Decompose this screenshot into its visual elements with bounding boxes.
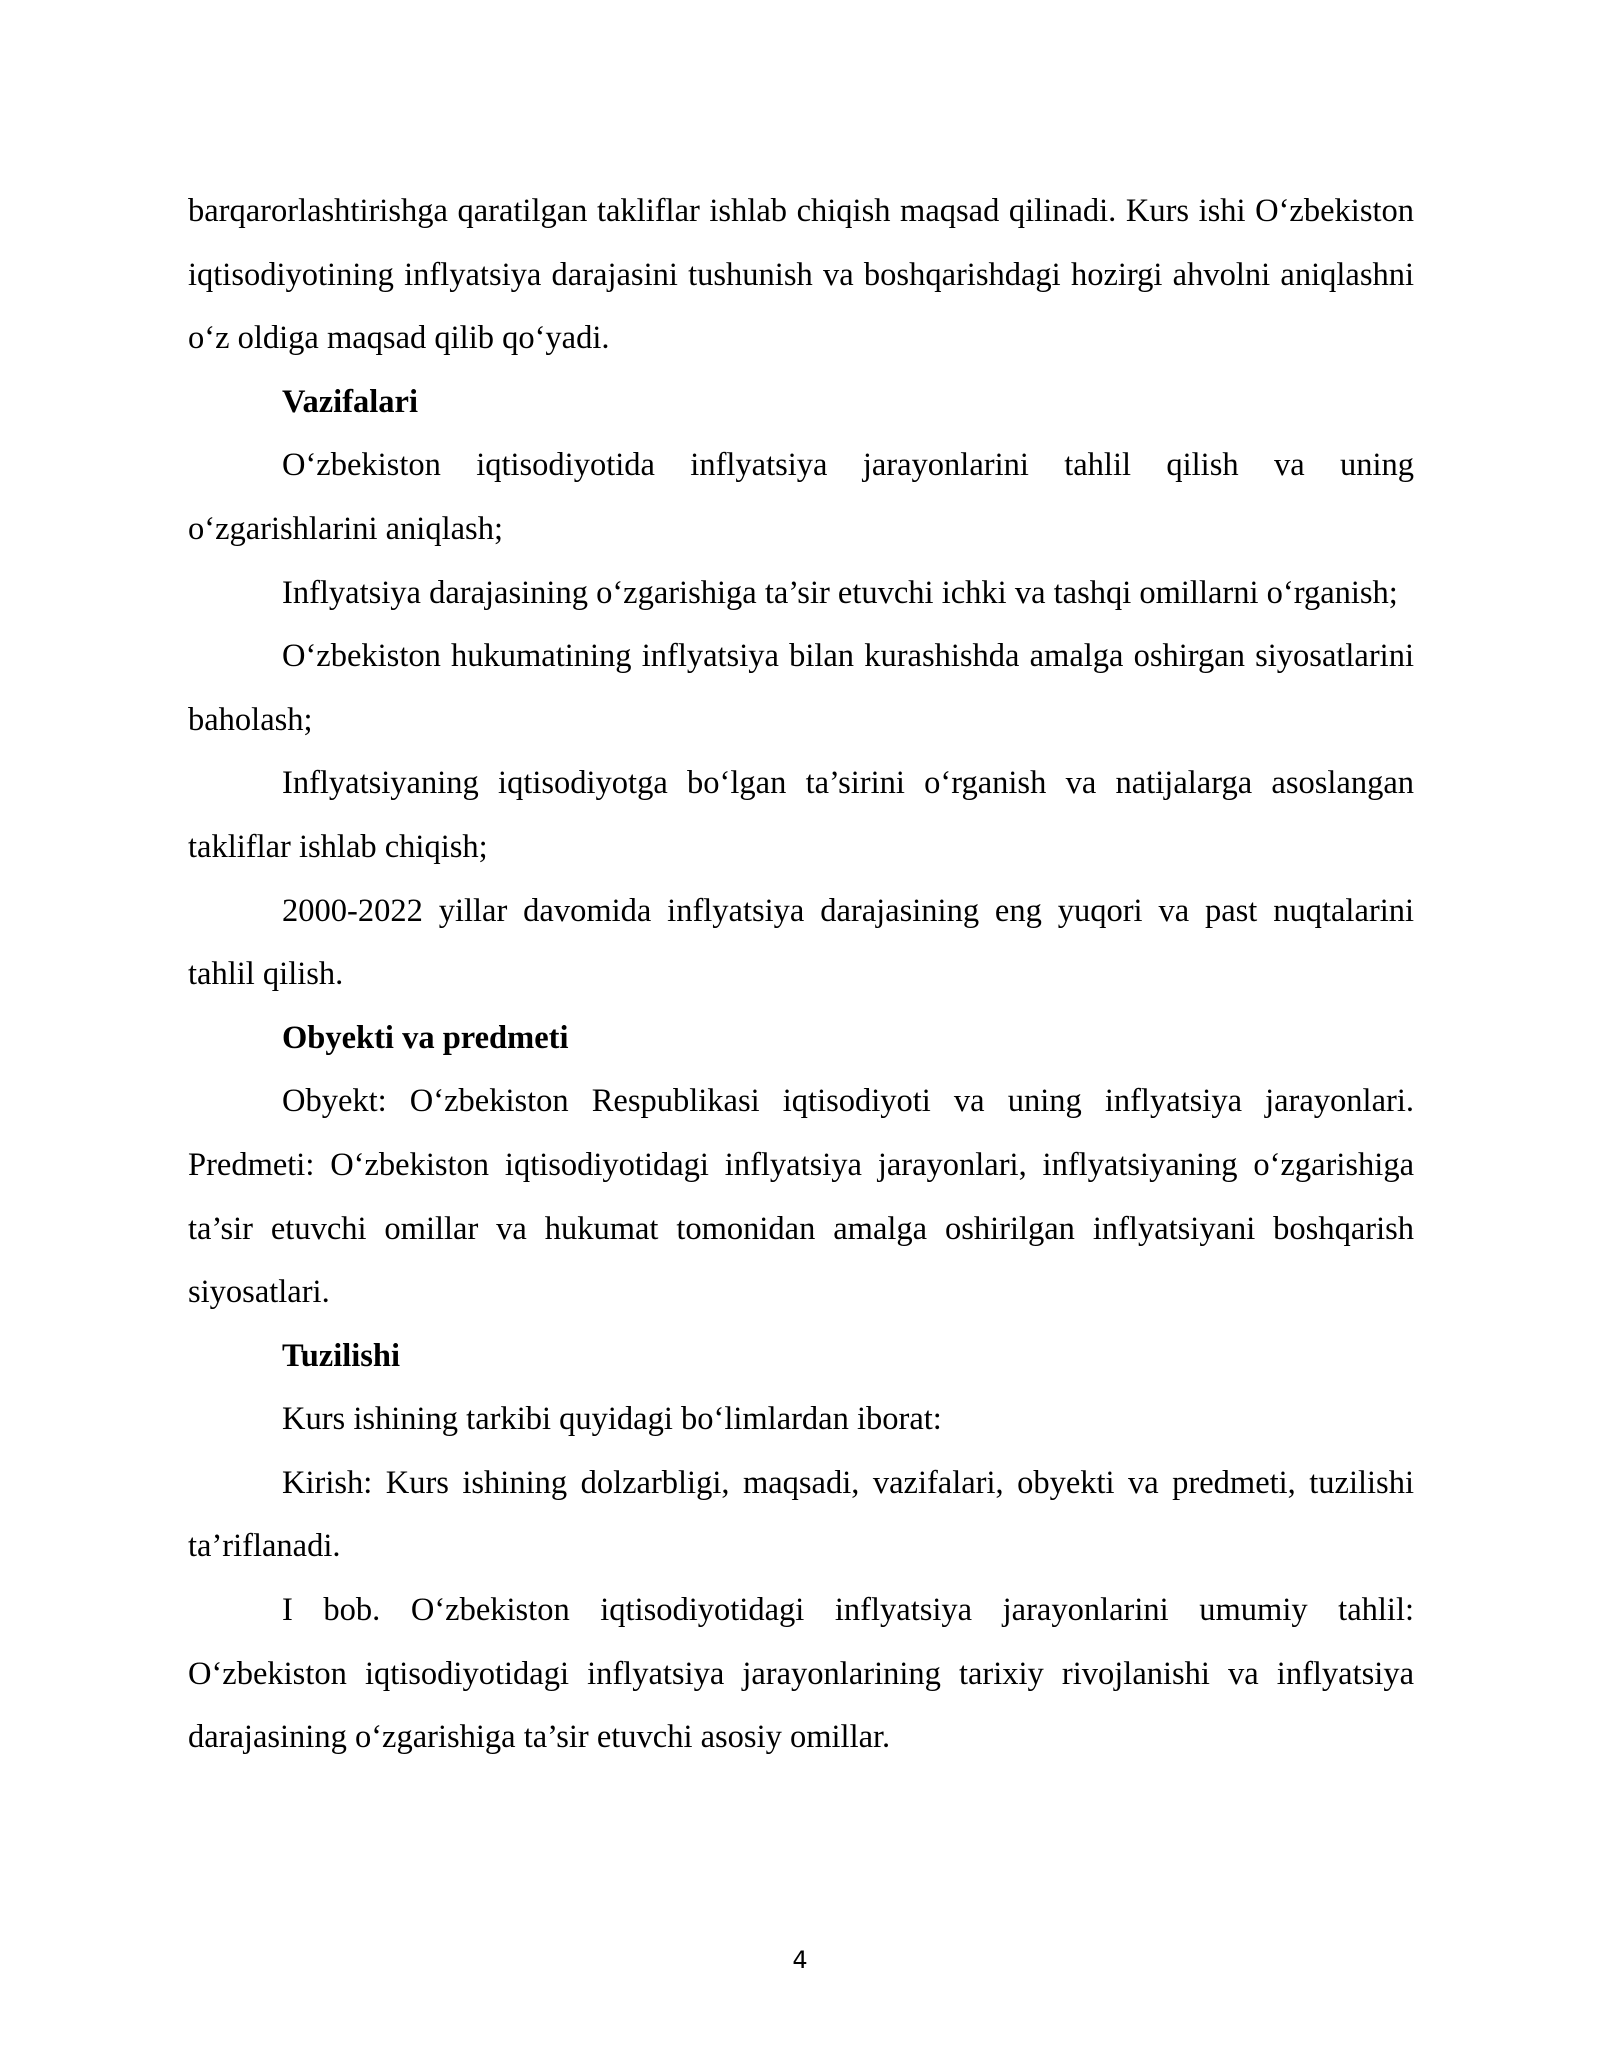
heading-vazifalari: Vazifalari <box>282 383 418 420</box>
task-item: 2000-2022 yillar davomida inflyatsiya darajasining eng yuqori va past nuqtalarini tahlil qilish. <box>188 892 1414 993</box>
task-item: Inflyatsiya darajasining o‘zgarishiga ta’sir etuvchi ichki va tashqi omillarni o‘rganish; <box>282 574 1398 611</box>
heading-obyekti-va-predmeti: Obyekti va predmeti <box>282 1019 569 1056</box>
heading-tuzilishi: Tuzilishi <box>282 1337 401 1374</box>
paragraph-object-subject: Obyekt: O‘zbekiston Respublikasi iqtisodiyoti va uning inflyatsiya jarayonlari. Predmeti: O‘zbekiston iqtisodiyotidagi inflyatsiya jarayonlari, inflyatsiyaning o‘zgarishiga ta’sir etuvchi omillar va hukumat tomonidan amalga oshirilgan inflyatsiyani boshqarish siyosatlari. <box>188 1083 1414 1311</box>
task-item: O‘zbekiston iqtisodiyotida inflyatsiya jarayonlarini tahlil qilish va uning o‘zgarishlarini aniqlash; <box>188 447 1414 547</box>
paragraph-structure-intro: Kurs ishining tarkibi quyidagi bo‘limlardan iborat: <box>282 1401 942 1438</box>
task-item: Inflyatsiyaning iqtisodiyotga bo‘lgan ta’sirini o‘rganish va natijalarga asoslangan takliflar ishlab chiqish; <box>188 765 1414 865</box>
paragraph-structure-chapter-1: I bob. O‘zbekiston iqtisodiyotidagi inflyatsiya jarayonlarini umumiy tahlil: O‘zbekiston iqtisodiyotidagi inflyatsiya jarayonlarining tarixiy rivojlanishi va inflyatsiya darajasining o‘zgarishiga ta’sir etuvchi asosiy omillar. <box>188 1592 1414 1756</box>
page-body <box>188 180 1414 1770</box>
page-number: 4 <box>792 1946 808 1974</box>
task-item: O‘zbekiston hukumatining inflyatsiya bilan kurashishda amalga oshirgan siyosatlarini baholash; <box>188 638 1414 738</box>
paragraph-intro-continuation: barqarorlashtirishga qaratilgan takliflar ishlab chiqish maqsad qilinadi. Kurs ishi O‘zbekiston iqtisodiyotining inflyatsiya darajasini tushunish va boshqarishdagi hozirgi ahvolni aniqlashni o‘z oldiga maqsad qilib qo‘yadi. <box>188 193 1414 357</box>
paragraph-structure-kirish: Kirish: Kurs ishining dolzarbligi, maqsadi, vazifalari, obyekti va predmeti, tuzilishi ta’riflanadi. <box>188 1464 1414 1565</box>
